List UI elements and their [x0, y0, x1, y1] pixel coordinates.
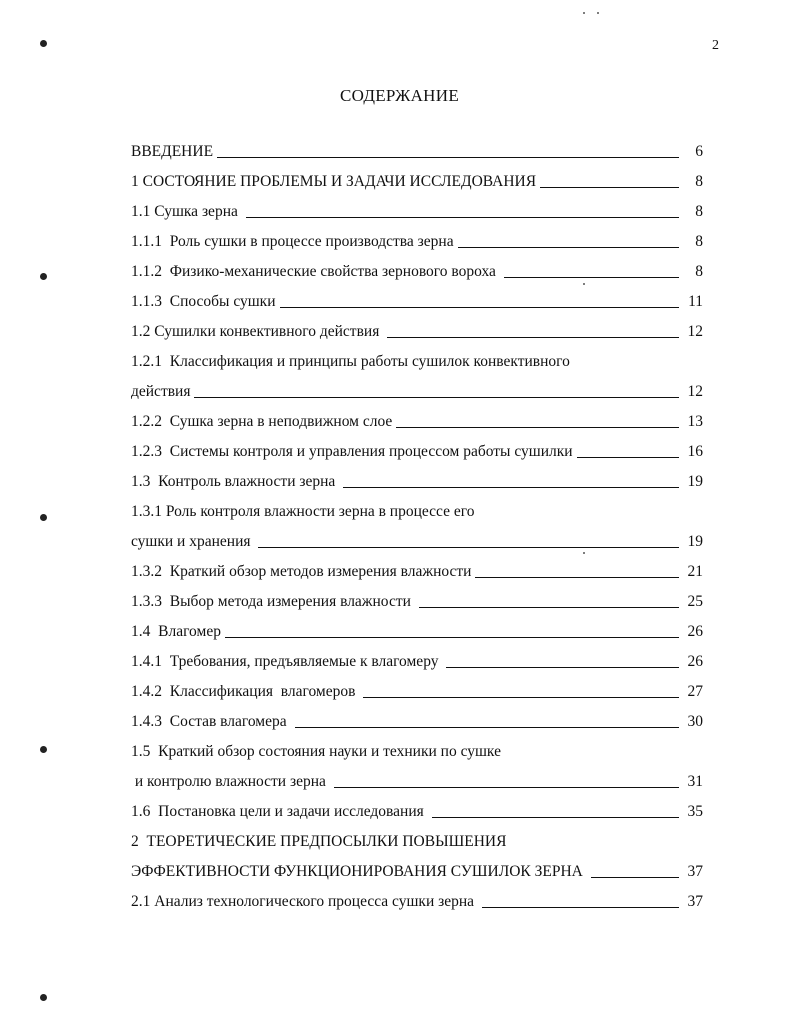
- toc-page-number: 6: [695, 143, 703, 160]
- toc-entry-text: 1.3.3 Выбор метода измерения влажности: [131, 593, 415, 610]
- toc-entry-text: и контролю влажности зерна: [131, 773, 330, 790]
- toc-entry-text: 1.1.1 Роль сушки в процессе производства зерна: [131, 233, 454, 250]
- toc-entry: [131, 192, 703, 222]
- punch-hole-mark: [40, 746, 47, 753]
- toc-entry-text: 1.4.2 Классификация влагомеров: [131, 683, 360, 700]
- toc-entry: [131, 582, 703, 612]
- punch-hole-mark: [40, 994, 47, 1001]
- toc-entry-text: ЭФФЕКТИВНОСТИ ФУНКЦИОНИРОВАНИЯ СУШИЛОК ЗЕРНА: [131, 863, 587, 880]
- scan-speck: [583, 283, 585, 285]
- toc-entry-text: 1.3.2 Краткий обзор методов измерения влажности: [131, 563, 472, 580]
- toc-leader-line: [475, 577, 679, 578]
- toc-leader-line: [482, 907, 679, 908]
- toc-entry: [131, 132, 703, 162]
- scan-speck: [583, 12, 585, 14]
- toc-leader-line: [280, 307, 679, 308]
- toc-page-number: 35: [687, 803, 703, 820]
- toc-entry: [131, 342, 703, 372]
- toc-entry: [131, 462, 703, 492]
- toc-entry-text: 1.1 Сушка зерна: [131, 203, 242, 220]
- toc-entry-text: 1.4 Влагомер: [131, 623, 221, 640]
- toc-entry-text: 2 ТЕОРЕТИЧЕСКИЕ ПРЕДПОСЫЛКИ ПОВЫШЕНИЯ: [131, 833, 507, 850]
- toc-page-number: 25: [687, 593, 703, 610]
- toc-page-number: 21: [687, 563, 703, 580]
- toc-entry-text: 1.4.1 Требования, предъявляемые к влагомеру: [131, 653, 443, 670]
- toc-leader-line: [217, 157, 679, 158]
- toc-entry: [131, 672, 703, 702]
- toc-leader-line: [419, 607, 679, 608]
- punch-hole-mark: [40, 514, 47, 521]
- toc-page-number: 12: [687, 383, 703, 400]
- toc-entry: [131, 522, 703, 552]
- toc-entry: [131, 372, 703, 402]
- toc-page-number: 37: [687, 893, 703, 910]
- toc-entry: [131, 402, 703, 432]
- toc-entry: [131, 252, 703, 282]
- toc-page-number: 19: [687, 473, 703, 490]
- table-of-contents: [131, 132, 703, 912]
- toc-entry: [131, 642, 703, 672]
- toc-entry-text: сушки и хранения: [131, 533, 255, 550]
- toc-entry-text: 1.6 Постановка цели и задачи исследования: [131, 803, 428, 820]
- toc-leader-line: [591, 877, 679, 878]
- page-number: 2: [712, 38, 719, 53]
- toc-entry: [131, 552, 703, 582]
- toc-entry: [131, 792, 703, 822]
- toc-entry-text: 1.2.2 Сушка зерна в неподвижном слое: [131, 413, 393, 430]
- toc-leader-line: [194, 397, 679, 398]
- toc-leader-line: [396, 427, 679, 428]
- scan-speck: [583, 552, 585, 554]
- toc-page-number: 27: [687, 683, 703, 700]
- toc-leader-line: [225, 637, 679, 638]
- toc-entry: [131, 702, 703, 732]
- toc-leader-line: [504, 277, 679, 278]
- toc-entry: [131, 822, 703, 852]
- toc-entry: [131, 282, 703, 312]
- toc-page-number: 8: [695, 203, 703, 220]
- toc-entry: [131, 732, 703, 762]
- toc-entry: [131, 222, 703, 252]
- toc-entry-text: ВВЕДЕНИЕ: [131, 143, 214, 160]
- toc-leader-line: [334, 787, 679, 788]
- toc-page-number: 11: [688, 293, 703, 310]
- toc-leader-line: [446, 667, 679, 668]
- toc-page-number: 26: [687, 653, 703, 670]
- toc-page-number: 8: [695, 233, 703, 250]
- toc-entry: [131, 852, 703, 882]
- toc-entry-text: 1.5 Краткий обзор состояния науки и техники по сушке: [131, 743, 501, 760]
- toc-page-number: 12: [687, 323, 703, 340]
- toc-entry: [131, 492, 703, 522]
- toc-entry-text: 1.2 Сушилки конвективного действия: [131, 323, 384, 340]
- toc-leader-line: [258, 547, 679, 548]
- toc-entry-text: 1.3.1 Роль контроля влажности зерна в процессе его: [131, 503, 475, 520]
- toc-entry: [131, 612, 703, 642]
- toc-entry-text: 2.1 Анализ технологического процесса сушки зерна: [131, 893, 478, 910]
- toc-entry-text: 1.3 Контроль влажности зерна: [131, 473, 340, 490]
- toc-entry-text: 1.4.3 Состав влагомера: [131, 713, 291, 730]
- toc-leader-line: [295, 727, 680, 728]
- toc-leader-line: [432, 817, 679, 818]
- toc-leader-line: [343, 487, 679, 488]
- toc-page-number: 19: [687, 533, 703, 550]
- toc-page-number: 37: [687, 863, 703, 880]
- toc-page-number: 13: [687, 413, 703, 430]
- toc-page-number: 8: [695, 173, 703, 190]
- toc-leader-line: [246, 217, 679, 218]
- toc-entry-text: 1.2.3 Системы контроля и управления процессом работы сушилки: [131, 443, 573, 460]
- toc-entry-text: 1 СОСТОЯНИЕ ПРОБЛЕМЫ И ЗАДАЧИ ИССЛЕДОВАНИЯ: [131, 173, 537, 190]
- toc-leader-line: [577, 457, 679, 458]
- toc-entry: [131, 762, 703, 792]
- punch-hole-mark: [40, 40, 47, 47]
- toc-leader-line: [458, 247, 679, 248]
- punch-hole-mark: [40, 273, 47, 280]
- toc-leader-line: [363, 697, 679, 698]
- page-title: СОДЕРЖАНИЕ: [339, 86, 460, 105]
- toc-page-number: 8: [695, 263, 703, 280]
- toc-page-number: 26: [687, 623, 703, 640]
- toc-page-number: 30: [687, 713, 703, 730]
- toc-entry-text: 1.1.2 Физико-механические свойства зернового вороха: [131, 263, 500, 280]
- toc-entry-text: действия: [131, 383, 191, 400]
- toc-entry: [131, 312, 703, 342]
- toc-entry: [131, 882, 703, 912]
- scan-speck: [597, 12, 599, 14]
- toc-leader-line: [540, 187, 679, 188]
- toc-entry-text: 1.1.3 Способы сушки: [131, 293, 276, 310]
- toc-entry: [131, 162, 703, 192]
- toc-page-number: 16: [687, 443, 703, 460]
- toc-page-number: 31: [687, 773, 703, 790]
- toc-leader-line: [387, 337, 679, 338]
- toc-entry-text: 1.2.1 Классификация и принципы работы сушилок конвективного: [131, 353, 570, 370]
- toc-entry: [131, 432, 703, 462]
